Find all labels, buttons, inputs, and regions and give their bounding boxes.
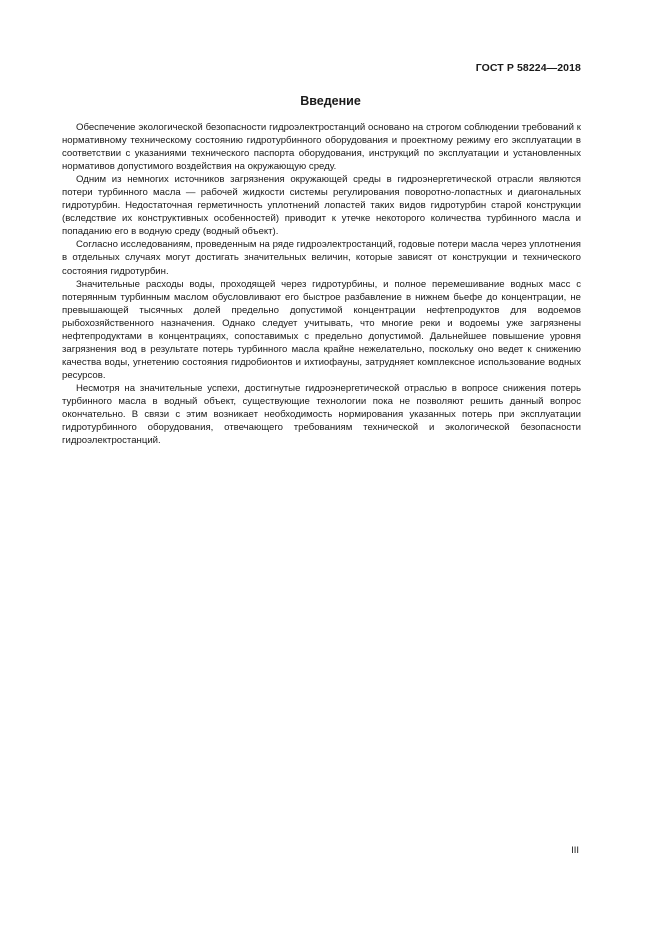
paragraph: Обеспечение экологической безопасности гидроэлектростанций основано на строгом соблюдении требований к нормативному техническому состоянию гидротурбинного оборудования и проектному режиму его эксплуатации в соответствии с указаниями технического паспорта оборудования, инструкций по эксплуатации и установленных нормативов допустимого воздействия на окружающую среду. [62, 122, 581, 173]
paragraph: Значительные расходы воды, проходящей через гидротурбины, и полное перемешивание водных масс с потерянным турбинным маслом обусловливают его быстрое разбавление в нижнем бьефе до концентрации, не превышающей тысячных долей предельно допустимой концентрации нефтепродуктов для водоемов рыбохозяйственного назначения. Однако следует учитывать, что многие реки и водоемы уже загрязнены нефтепродуктами в концентрациях, сопоставимых с предельно допустимой. Дальнейшее повышение уровня загрязнения вод в результате потерь турбинного масла крайне нежелательно, поскольку оно ведет к снижению качества воды, угнетению состояния гидробионтов и ихтиофауны, затрудняет комплексное использование водных ресурсов. [62, 278, 581, 381]
section-title: Введение [300, 94, 361, 108]
body-text [62, 121, 581, 447]
paragraph: Одним из немногих источников загрязнения окружающей среды в гидроэнергетической отрасли являются потери турбинного масла — рабочей жидкости системы регулирования поворотно-лопастных и диагональных гидротурбин. Недостаточная герметичность уплотнений лопастей таких видов гидротурбин старой конструкции (вследствие их конструктивных особенностей) приводит к утечке некоторого количества турбинного масла и попаданию его в водную среду (водный объект). [62, 174, 581, 238]
paragraph: Несмотря на значительные успехи, достигнутые гидроэнергетической отраслью в вопросе снижения потерь турбинного масла в водный объект, существующие технологии пока не позволяют решить данный вопрос окончательно. В связи с этим возникает необходимость нормирования указанных потерь при эксплуатации гидротурбинного оборудования, отвечающего требованиям технической и экологической безопасности гидроэлектростанций. [62, 382, 581, 447]
document-code: ГОСТ Р 58224—2018 [475, 62, 581, 74]
page-number: III [571, 845, 579, 856]
paragraph: Согласно исследованиям, проведенным на ряде гидроэлектростанций, годовые потери масла через уплотнения в отдельных случаях могут достигать значительных величин, которые зависят от конструкции и технического состояния гидротурбин. [62, 239, 581, 277]
